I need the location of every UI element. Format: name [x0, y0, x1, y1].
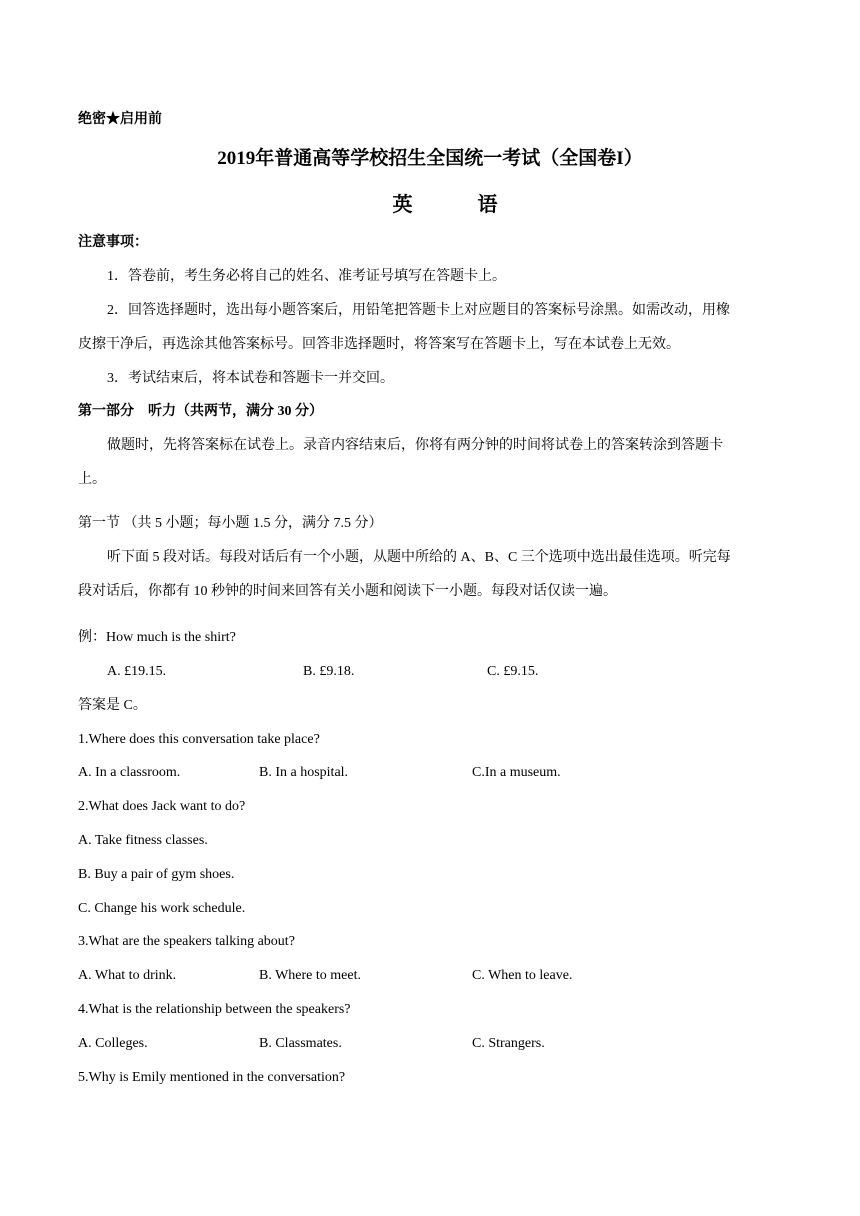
- part1-intro-line-1: 做题时，先将答案标在试卷上。录音内容结束后，你将有两分钟的时间将试卷上的答案转涂到答题卡: [107, 438, 723, 453]
- example-option-b: B. £9.18.: [303, 664, 355, 679]
- question-3-option-c: C. When to leave.: [472, 968, 573, 983]
- part1-intro-line-2: 上。: [78, 472, 106, 487]
- notice-heading: 注意事项：: [78, 235, 148, 250]
- question-4: 4.What is the relationship between the speakers?: [78, 1002, 351, 1017]
- section1-intro-line-1: 听下面 5 段对话。每段对话后有一个小题，从题中所给的 A、B、C 三个选项中选出最佳选项。听完每: [107, 550, 731, 565]
- question-4-option-b: B. Classmates.: [259, 1036, 342, 1051]
- secret-mark: 绝密★启用前: [78, 112, 162, 127]
- example-question: 例：How much is the shirt?: [78, 630, 236, 645]
- subject-title: 英 语: [392, 194, 528, 216]
- question-1-option-a: A. In a classroom.: [78, 765, 181, 780]
- notice-item-2-line-1: 2．回答选择题时，选出每小题答案后，用铅笔把答题卡上对应题目的答案标号涂黑。如需改动，用橡: [107, 303, 730, 318]
- question-2-option-b: B. Buy a pair of gym shoes.: [78, 867, 235, 882]
- section1-intro-line-2: 段对话后，你都有 10 秒钟的时间来回答有关小题和阅读下一小题。每段对话仅读一遍。: [78, 584, 617, 599]
- question-3-option-a: A. What to drink.: [78, 968, 177, 983]
- question-2: 2.What does Jack want to do?: [78, 799, 246, 814]
- example-answer: 答案是 C。: [78, 698, 147, 713]
- question-4-option-a: A. Colleges.: [78, 1036, 148, 1051]
- question-2-option-c: C. Change his work schedule.: [78, 901, 246, 916]
- notice-item-1: 1．答卷前，考生务必将自己的姓名、准考证号填写在答题卡上。: [107, 269, 506, 284]
- question-1-option-c: C.In a museum.: [472, 765, 561, 780]
- question-1: 1.Where does this conversation take place?: [78, 732, 320, 747]
- question-1-option-b: B. In a hospital.: [259, 765, 349, 780]
- exam-title: 2019年普通高等学校招生全国统一考试（全国卷I）: [217, 148, 643, 169]
- question-5: 5.Why is Emily mentioned in the conversation?: [78, 1070, 346, 1085]
- question-2-option-a: A. Take fitness classes.: [78, 833, 208, 848]
- notice-item-3: 3．考试结束后，将本试卷和答题卡一并交回。: [107, 371, 394, 386]
- part1-heading: 第一部分 听力（共两节，满分 30 分）: [78, 404, 323, 419]
- example-option-a: A. £19.15.: [107, 664, 167, 679]
- example-option-c: C. £9.15.: [487, 664, 539, 679]
- question-3: 3.What are the speakers talking about?: [78, 934, 295, 949]
- section1-heading: 第一节 （共 5 小题；每小题 1.5 分，满分 7.5 分）: [78, 516, 383, 531]
- notice-item-2-line-2: 皮擦干净后，再选涂其他答案标号。回答非选择题时，将答案写在答题卡上，写在本试卷上无效。: [78, 337, 680, 352]
- question-4-option-c: C. Strangers.: [472, 1036, 545, 1051]
- question-3-option-b: B. Where to meet.: [259, 968, 361, 983]
